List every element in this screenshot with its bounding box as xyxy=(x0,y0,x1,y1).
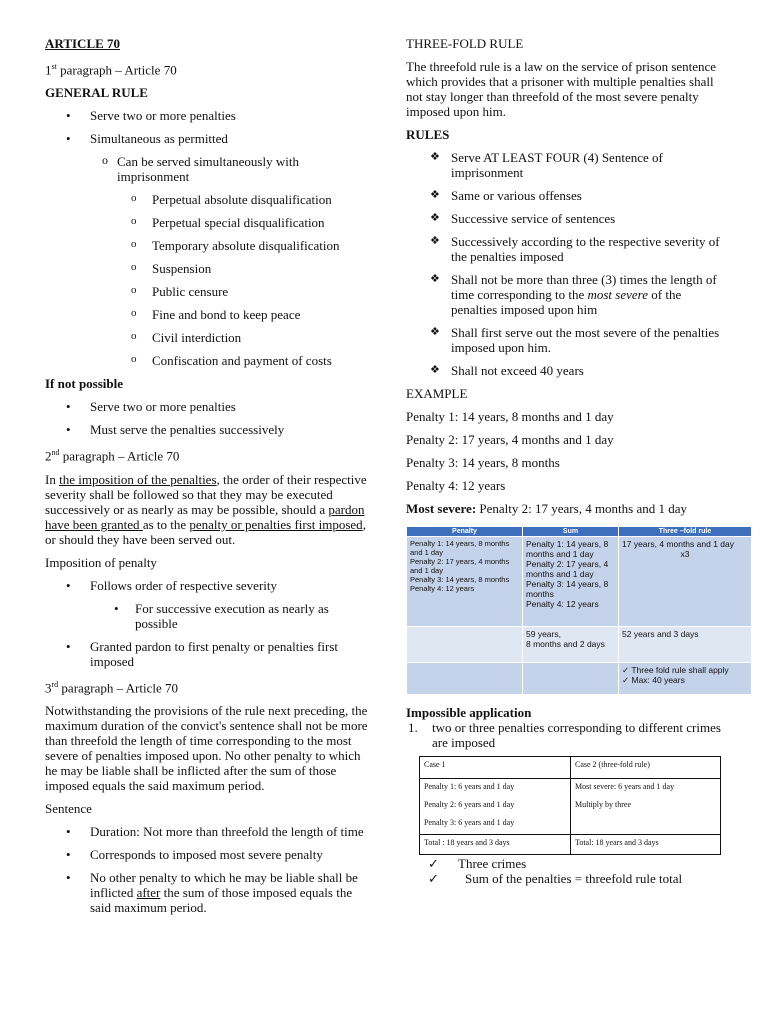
table-row xyxy=(407,627,752,663)
table-row xyxy=(420,779,721,835)
penalty-line: Penalty 1: 14 years, 8 months and 1 day xyxy=(406,409,614,424)
checks-list xyxy=(406,856,724,886)
penalty-line: Penalty 3: 14 years, 8 months xyxy=(406,455,560,470)
table-cell: 59 years, 8 months and 2 days xyxy=(523,627,619,663)
list-item: • Granted pardon to first penalty or penalties first imposed xyxy=(45,639,370,669)
table-cell: Case 2 (three-fold rule) xyxy=(571,757,721,779)
threefold-definition: The threefold rule is a law on the service of prison sentence which provides that a prisoner with multiple penalties shall not stay longer than threefold of the most severe penalty imposed upon him. xyxy=(406,59,717,119)
paragraph-2-heading: 2nd paragraph – Article 70 xyxy=(45,448,180,464)
list-item: • No other penalty to which he may be liable shall be inflicted after the sum of those imposed equals the said maximum period. xyxy=(45,870,370,915)
list-item: • Duration: Not more than threefold the length of time xyxy=(45,824,370,839)
table-cell: ✓ Three fold rule shall apply ✓ Max: 40 years xyxy=(619,663,752,695)
list-item: o Suspension xyxy=(45,261,370,276)
list-item: ❖ Shall first serve out the most severe of the penalties imposed upon him. xyxy=(406,325,724,355)
list-item: o Fine and bond to keep peace xyxy=(45,307,370,322)
imposition-list xyxy=(45,578,370,669)
table-cell: Penalty 1: 6 years and 1 day Penalty 2: 6 years and 1 day Penalty 3: 6 years and 1 day xyxy=(420,779,571,835)
list-item: ✓ Three crimes xyxy=(406,856,724,871)
table-cell: Case 1 xyxy=(420,757,571,779)
list-item: ✓ Sum of the penalties = threefold rule total xyxy=(406,871,724,886)
penalty-line: Penalty 2: 17 years, 4 months and 1 day xyxy=(406,432,614,447)
list-item: o Perpetual absolute disqualification xyxy=(45,192,370,207)
paragraph-2-body: In the imposition of the penalties, the order of their respective severity shall be followed so that they may be executed successively or as nearly as may be possible, should a pardon have been granted as to the penalty or penalties first imposed, or should they have been served out. xyxy=(45,471,367,547)
check-icon: ✓ xyxy=(622,665,632,675)
impossible-heading: Impossible application xyxy=(406,705,532,720)
list-item: o Perpetual special disqualification xyxy=(45,215,370,230)
if-not-possible-heading: If not possible xyxy=(45,376,124,392)
table-row xyxy=(420,835,721,855)
left-column xyxy=(45,36,370,923)
check-icon: ✓ xyxy=(622,675,632,685)
not-possible-list xyxy=(45,399,370,437)
list-item: • Must serve the penalties successively xyxy=(45,422,370,437)
penalty-line: Penalty 4: 12 years xyxy=(406,478,506,493)
most-severe-line: Most severe: Penalty 2: 17 years, 4 months and 1 day xyxy=(406,501,688,516)
table-cell: Penalty 1: 14 years, 8 months and 1 day Penalty 2: 17 years, 4 months and 1 day Penalty 3: 14 years, 8 months Penalty 4: 12 years xyxy=(407,537,523,627)
example-heading: EXAMPLE xyxy=(406,386,468,401)
sentence-list xyxy=(45,824,370,915)
right-column xyxy=(406,36,734,886)
table-cell: Most severe: 6 years and 1 day Multiply by three xyxy=(571,779,721,835)
list-item: • Follows order of respective severity xyxy=(45,578,370,593)
list-item: • Serve two or more penalties xyxy=(45,399,370,414)
list-item: • Simultaneous as permitted xyxy=(45,131,370,146)
table-header: Penalty xyxy=(407,527,523,537)
general-rule-heading: GENERAL RULE xyxy=(45,85,148,101)
list-item: o Temporary absolute disqualification xyxy=(45,238,370,253)
table-cell xyxy=(523,663,619,695)
table-cell: 17 years, 4 months and 1 day x3 xyxy=(619,537,752,627)
list-item: ❖ Shall not be more than three (3) times the length of time corresponding to the most severe of the penalties imposed upon him xyxy=(406,272,724,317)
list-item: o Civil interdiction xyxy=(45,330,370,345)
list-item: ❖ Successive service of sentences xyxy=(406,211,724,226)
imposition-heading: Imposition of penalty xyxy=(45,554,157,570)
table-row xyxy=(407,537,752,627)
article-title: ARTICLE 70 xyxy=(45,36,121,51)
list-item: o Public censure xyxy=(45,284,370,299)
list-item: ❖ Successively according to the respective severity of the penalties imposed xyxy=(406,234,724,264)
threefold-title: THREE-FOLD RULE xyxy=(406,36,524,51)
table-cell: Total: 18 years and 3 days xyxy=(571,835,721,855)
table-row xyxy=(407,663,752,695)
table-cell xyxy=(407,663,523,695)
list-item: • Corresponds to imposed most severe penalty xyxy=(45,847,370,862)
case-table xyxy=(419,756,721,855)
paragraph-3-body: Notwithstanding the provisions of the rule next preceding, the maximum duration of the convict's sentence shall not be more than threefold the length of time corresponding to the most severe of penalties imposed upon. No other penalty to which he may be liable shall be inflicted after the sum of those imposed equals the said maximum period. xyxy=(45,702,368,793)
table-row xyxy=(420,757,721,779)
numbered-item: 1. two or three penalties corresponding to different crimes are imposed xyxy=(408,720,721,750)
table-cell: Total : 18 years and 3 days xyxy=(420,835,571,855)
list-item: o Confiscation and payment of costs xyxy=(45,353,370,368)
paragraph-3-heading: 3rd paragraph – Article 70 xyxy=(45,679,179,695)
list-item: o Can be served simultaneously with imprisonment xyxy=(45,154,370,184)
list-item: • Serve two or more penalties xyxy=(45,108,370,123)
table-header: Sum xyxy=(523,527,619,537)
paragraph-1-heading: 1st paragraph – Article 70 xyxy=(45,62,177,78)
general-rule-list xyxy=(45,108,370,368)
list-item: ❖ Same or various offenses xyxy=(406,188,724,203)
table-cell: Penalty 1: 14 years, 8 months and 1 day Penalty 2: 17 years, 4 months and 1 day Penalty 3: 14 years, 8 months Penalty 4: 12 years xyxy=(523,537,619,627)
example-table xyxy=(406,526,752,695)
table-cell: 52 years and 3 days xyxy=(619,627,752,663)
sentence-heading: Sentence xyxy=(45,800,92,816)
rules-list xyxy=(406,150,724,378)
rules-heading: RULES xyxy=(406,127,450,142)
list-item: • For successive execution as nearly as possible xyxy=(45,601,370,631)
list-item: ❖ Shall not exceed 40 years xyxy=(406,363,724,378)
table-header: Three –fold rule xyxy=(619,527,752,537)
list-item: ❖ Serve AT LEAST FOUR (4) Sentence of imprisonment xyxy=(406,150,724,180)
table-cell xyxy=(407,627,523,663)
